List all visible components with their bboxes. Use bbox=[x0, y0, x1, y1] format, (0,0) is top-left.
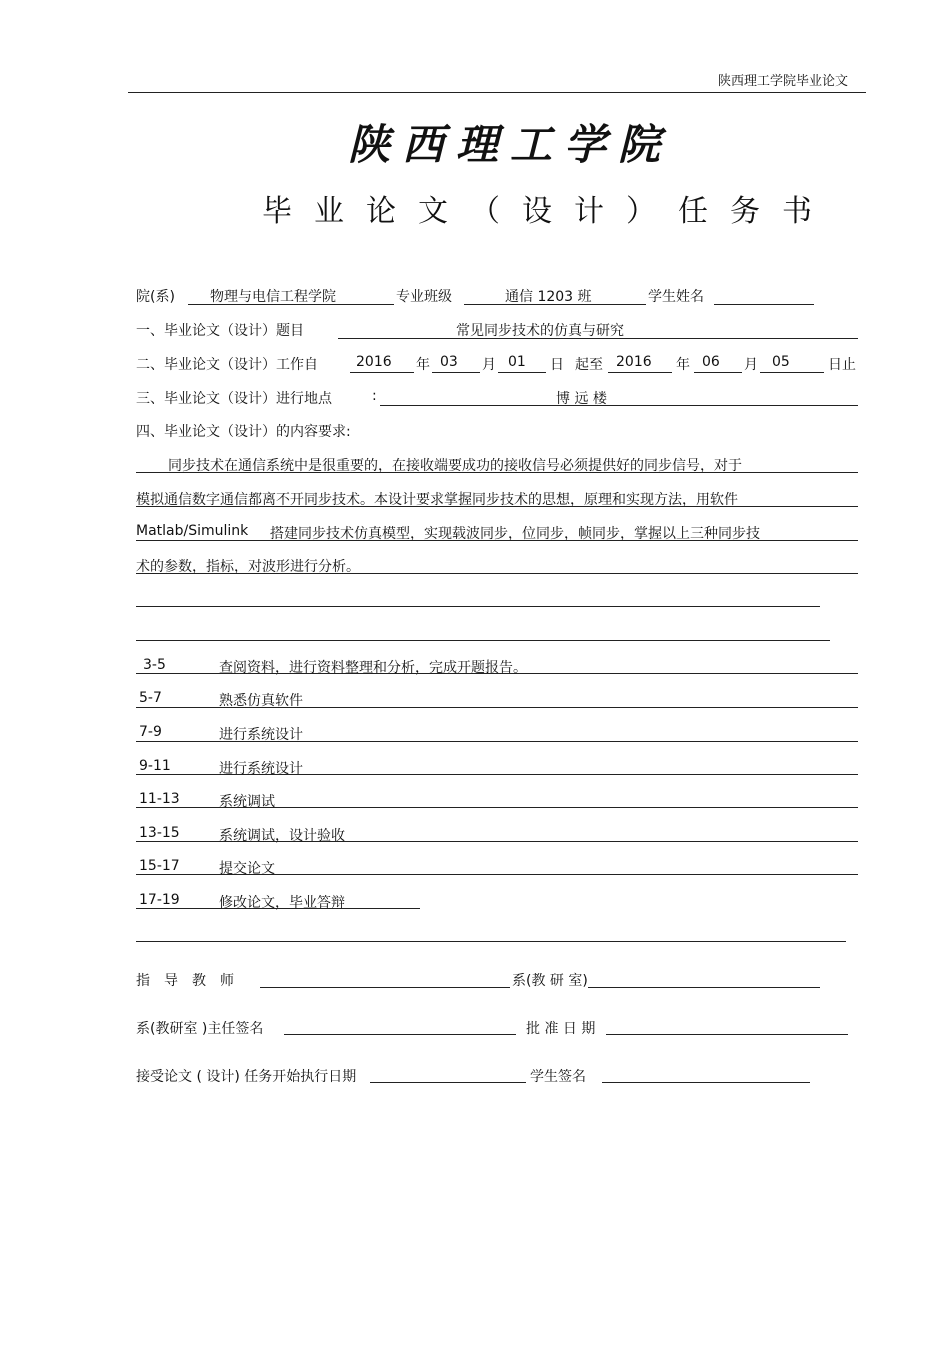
schedule-task: 熟悉仿真软件 bbox=[219, 693, 303, 709]
start-day: 01 bbox=[508, 354, 526, 370]
dept-label: 院(系) bbox=[136, 289, 175, 305]
content-line-3b: 搭建同步技术仿真模型，实现载波同步，位同步，帧同步，掌握以上三种同步技 bbox=[270, 526, 760, 542]
class-value: 通信 1203 班 bbox=[505, 289, 592, 305]
schedule-weeks: 3-5 bbox=[143, 657, 166, 673]
schedule-weeks: 7-9 bbox=[139, 724, 162, 740]
schedule-underline bbox=[136, 673, 858, 674]
schedule-end-underline bbox=[136, 941, 846, 942]
university-logo-text: 陕西理工学院 bbox=[348, 120, 673, 169]
topic-value: 常见同步技术的仿真与研究 bbox=[456, 323, 624, 339]
schedule-underline bbox=[136, 874, 858, 875]
schedule-weeks: 9-11 bbox=[139, 758, 171, 774]
start-day-underline bbox=[498, 372, 546, 373]
schedule-task: 系统调试 bbox=[219, 794, 275, 810]
schedule-underline bbox=[136, 841, 858, 842]
content-line-2: 模拟通信数字通信都离不开同步技术。本设计要求掌握同步技术的思想，原理和实现方法，用软件 bbox=[136, 492, 738, 508]
running-header: 陕西理工学院毕业论文 bbox=[718, 74, 849, 89]
schedule-weeks: 13-15 bbox=[139, 825, 180, 841]
student-label: 学生姓名 bbox=[648, 289, 704, 305]
end-month-underline bbox=[694, 372, 742, 373]
content-line-4: 术的参数，指标，对波形进行分析。 bbox=[136, 559, 360, 575]
schedule-task: 查阅资料，进行资料整理和分析，完成开题报告。 bbox=[219, 660, 527, 676]
topic-label: 一、毕业论文（设计）题目 bbox=[136, 323, 304, 339]
year-unit-1: 年 bbox=[416, 357, 430, 373]
start-month: 03 bbox=[440, 354, 458, 370]
dept-value: 物理与电信工程学院 bbox=[210, 289, 336, 305]
content-underline-6 bbox=[136, 640, 830, 641]
month-unit-2: 月 bbox=[744, 357, 758, 373]
end-year-underline bbox=[608, 372, 672, 373]
period-label: 二、毕业论文（设计）工作自 bbox=[136, 357, 318, 373]
student-sign-label: 学生签名 bbox=[530, 1069, 586, 1085]
year-unit-2: 年 bbox=[676, 357, 690, 373]
place-label: 三、毕业论文（设计）进行地点 bbox=[136, 391, 332, 407]
content-line-1: 同步技术在通信系统中是很重要的，在接收端要成功的接收信号必须提供好的同步信号，对于 bbox=[168, 458, 742, 474]
dept-office-signature-field[interactable] bbox=[588, 987, 820, 988]
schedule-weeks: 17-19 bbox=[139, 892, 180, 908]
start-year-underline bbox=[350, 372, 414, 373]
content-label: 四、毕业论文（设计）的内容要求: bbox=[136, 424, 351, 440]
advisor-label: 指 导 教 师 bbox=[136, 973, 234, 989]
content-underline-5 bbox=[136, 606, 820, 607]
place-underline bbox=[380, 405, 858, 406]
day-unit-1: 日 bbox=[550, 357, 564, 373]
approval-date-field[interactable] bbox=[606, 1034, 848, 1035]
place-colon: : bbox=[372, 388, 377, 404]
schedule-task: 系统调试，设计验收 bbox=[219, 828, 345, 844]
content-underline-4 bbox=[136, 573, 858, 574]
schedule-underline bbox=[136, 707, 858, 708]
schedule-task: 提交论文 bbox=[219, 861, 275, 877]
period-to: 起至 bbox=[575, 357, 603, 373]
content-underline-3 bbox=[136, 540, 858, 541]
schedule-task: 修改论文，毕业答辩 bbox=[219, 895, 345, 911]
schedule-weeks: 15-17 bbox=[139, 858, 180, 874]
schedule-underline bbox=[136, 908, 420, 909]
schedule-weeks: 11-13 bbox=[139, 791, 180, 807]
end-year: 2016 bbox=[616, 354, 652, 370]
header-rule bbox=[128, 92, 866, 93]
student-underline bbox=[714, 304, 814, 305]
advisor-signature-field[interactable] bbox=[260, 987, 510, 988]
document-title: 毕业论文（设计）任务书 bbox=[262, 194, 834, 229]
period-end: 日止 bbox=[828, 357, 856, 373]
end-month: 06 bbox=[702, 354, 720, 370]
student-signature-field[interactable] bbox=[602, 1082, 810, 1083]
start-year: 2016 bbox=[356, 354, 392, 370]
schedule-underline bbox=[136, 807, 858, 808]
schedule-task: 进行系统设计 bbox=[219, 727, 303, 743]
dept-office-label: 系(教 研 室) bbox=[512, 973, 588, 989]
end-day-underline bbox=[760, 372, 824, 373]
approval-date-label: 批 准 日 期 bbox=[526, 1021, 596, 1037]
content-underline-2 bbox=[136, 506, 858, 507]
schedule-weeks: 5-7 bbox=[139, 690, 162, 706]
schedule-underline bbox=[136, 741, 858, 742]
place-value: 博 远 楼 bbox=[556, 391, 607, 407]
director-signature-field[interactable] bbox=[284, 1034, 516, 1035]
content-line-3a: Matlab/Simulink bbox=[136, 523, 249, 539]
accept-date-field[interactable] bbox=[370, 1082, 526, 1083]
content-underline-1 bbox=[136, 472, 858, 473]
director-label: 系(教研室 )主任签名 bbox=[136, 1021, 264, 1037]
end-day: 05 bbox=[772, 354, 790, 370]
class-label: 专业班级 bbox=[396, 289, 452, 305]
month-unit-1: 月 bbox=[482, 357, 496, 373]
start-month-underline bbox=[432, 372, 480, 373]
schedule-underline bbox=[136, 774, 858, 775]
accept-date-label: 接受论文 ( 设计) 任务开始执行日期 bbox=[136, 1069, 357, 1085]
schedule-task: 进行系统设计 bbox=[219, 761, 303, 777]
